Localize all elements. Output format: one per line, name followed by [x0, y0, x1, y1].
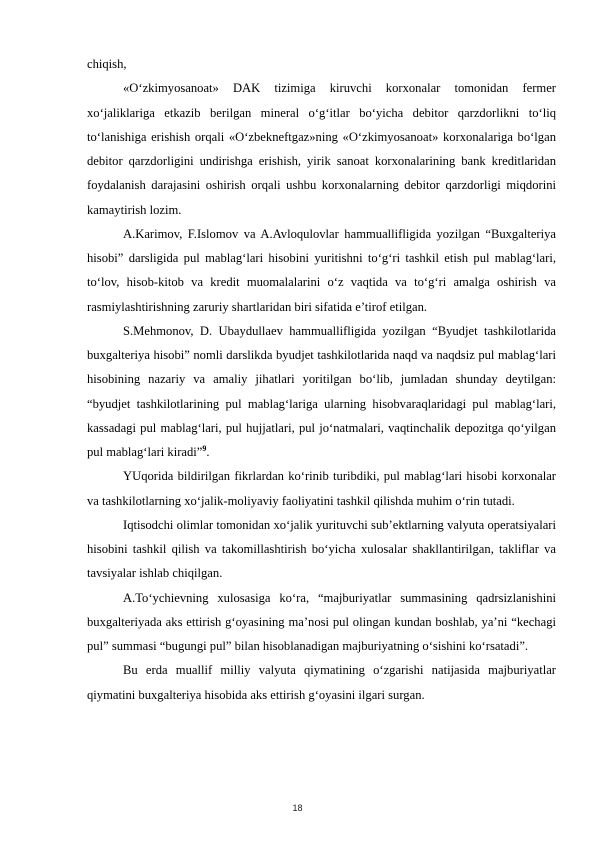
paragraph-bu-erda: Bu erda muallif milliy valyuta qiymatining o‘zgarishi natijasida majburiyatlar qiymatini buxgalteriya hisobida aks ettirish g‘oyasini ilgari surgan.: [87, 663, 556, 702]
paragraph-debitor-qarzdorlik: «O‘zkimyosanoat» DAK tizimiga kiruvchi korxonalar tomonidan fermer xo‘jaliklariga etkazib berilgan mineral o‘g‘itlar bo‘yicha debitor qarzdorlikni to‘liq to‘lanishiga erishish orqali «O‘zbekneftgaz»ning «O‘zkimyosanoat» korxonalariga bo‘lgan debitor qarzdorligini undirishga erishish, yirik sanoat korxonalarining bank kreditlaridan foydalanish darajasini oshirish orqali ushbu korxonalarning debitor qarzdorligi miqdorini kamaytirish lozim.: [87, 81, 556, 217]
paragraph-karimov: A.Karimov, F.Islomov va A.Avloqulovlar hammuallifligida yozilgan “Buxgalteriya hisobi” darsligida pul mablag‘lari hisobini yuritishni to‘g‘ri tashkil etish pul mablag‘lari, to‘lov, hisob-kitob va kredit muomalalarini o‘z vaqtida va to‘g‘ri amalga oshirish va rasmiylashtirishning zaruriy shartlaridan biri sifatida e’tirof etilgan.: [87, 226, 556, 314]
paragraph-yuqorida: YUqorida bildirilgan fikrlardan ko‘rinib turibdiki, pul mablag‘lari hisobi korxonalar va tashkilotlarning xo‘jalik-moliyaviy faoliyatini tashkil qilishda muhim o‘rin tutadi.: [87, 469, 556, 508]
paragraph-mehmonov-text: S.Mehmonov, D. Ubaydullaev hammuallifligida yozilgan “Byudjet tashkilotlarida buxgalteriya hisobi” nomli darslikda byudjet tashkilotlarida naqd va naqdsiz pul mablag‘lari hisobining nazariy va amaliy jihatlari yoritilgan bo‘lib, jumladan shunday deytilgan: “byudjet tashkilotlarining pul mablag‘lariga ularning hisobvaraqlaridagi pul mablag‘lari, kassadagi pul mablag‘lari, pul hujjatlari, pul jo‘natmalari, vaqtinchalik depozitga qo‘yilgan pul mablag‘lari kiradi”: [87, 323, 556, 459]
paragraph-iqtisodchi: Iqtisodchi olimlar tomonidan xo‘jalik yurituvchi sub’ektlarning valyuta operatsiyalari hisobini tashkil qilish va takomillashtirish bo‘yicha xulosalar shakllantirilgan, takliflar va tavsiyalar ishlab chiqilgan.: [87, 517, 556, 581]
paragraph-mehmonov-end: .: [206, 445, 210, 459]
footnote-reference[interactable]: 9: [202, 443, 207, 453]
document-body: [87, 52, 556, 707]
page-number: 18: [292, 803, 303, 813]
paragraph-mehmonov: [87, 319, 556, 465]
paragraph-toychiev: A.To‘ychievning xulosasiga ko‘ra, “majburiyatlar summasining qadrsizlanishini buxgalteriyada aks ettirish g‘oyasining ma’nosi pul olingan kundan boshlab, ya’ni “kechagi pul” summasi “bugungi pul” bilan hisoblanadigan majburiyatning o‘sishini ko‘rsatadi”.: [87, 590, 556, 653]
paragraph-continuation: chiqish,: [87, 57, 127, 71]
